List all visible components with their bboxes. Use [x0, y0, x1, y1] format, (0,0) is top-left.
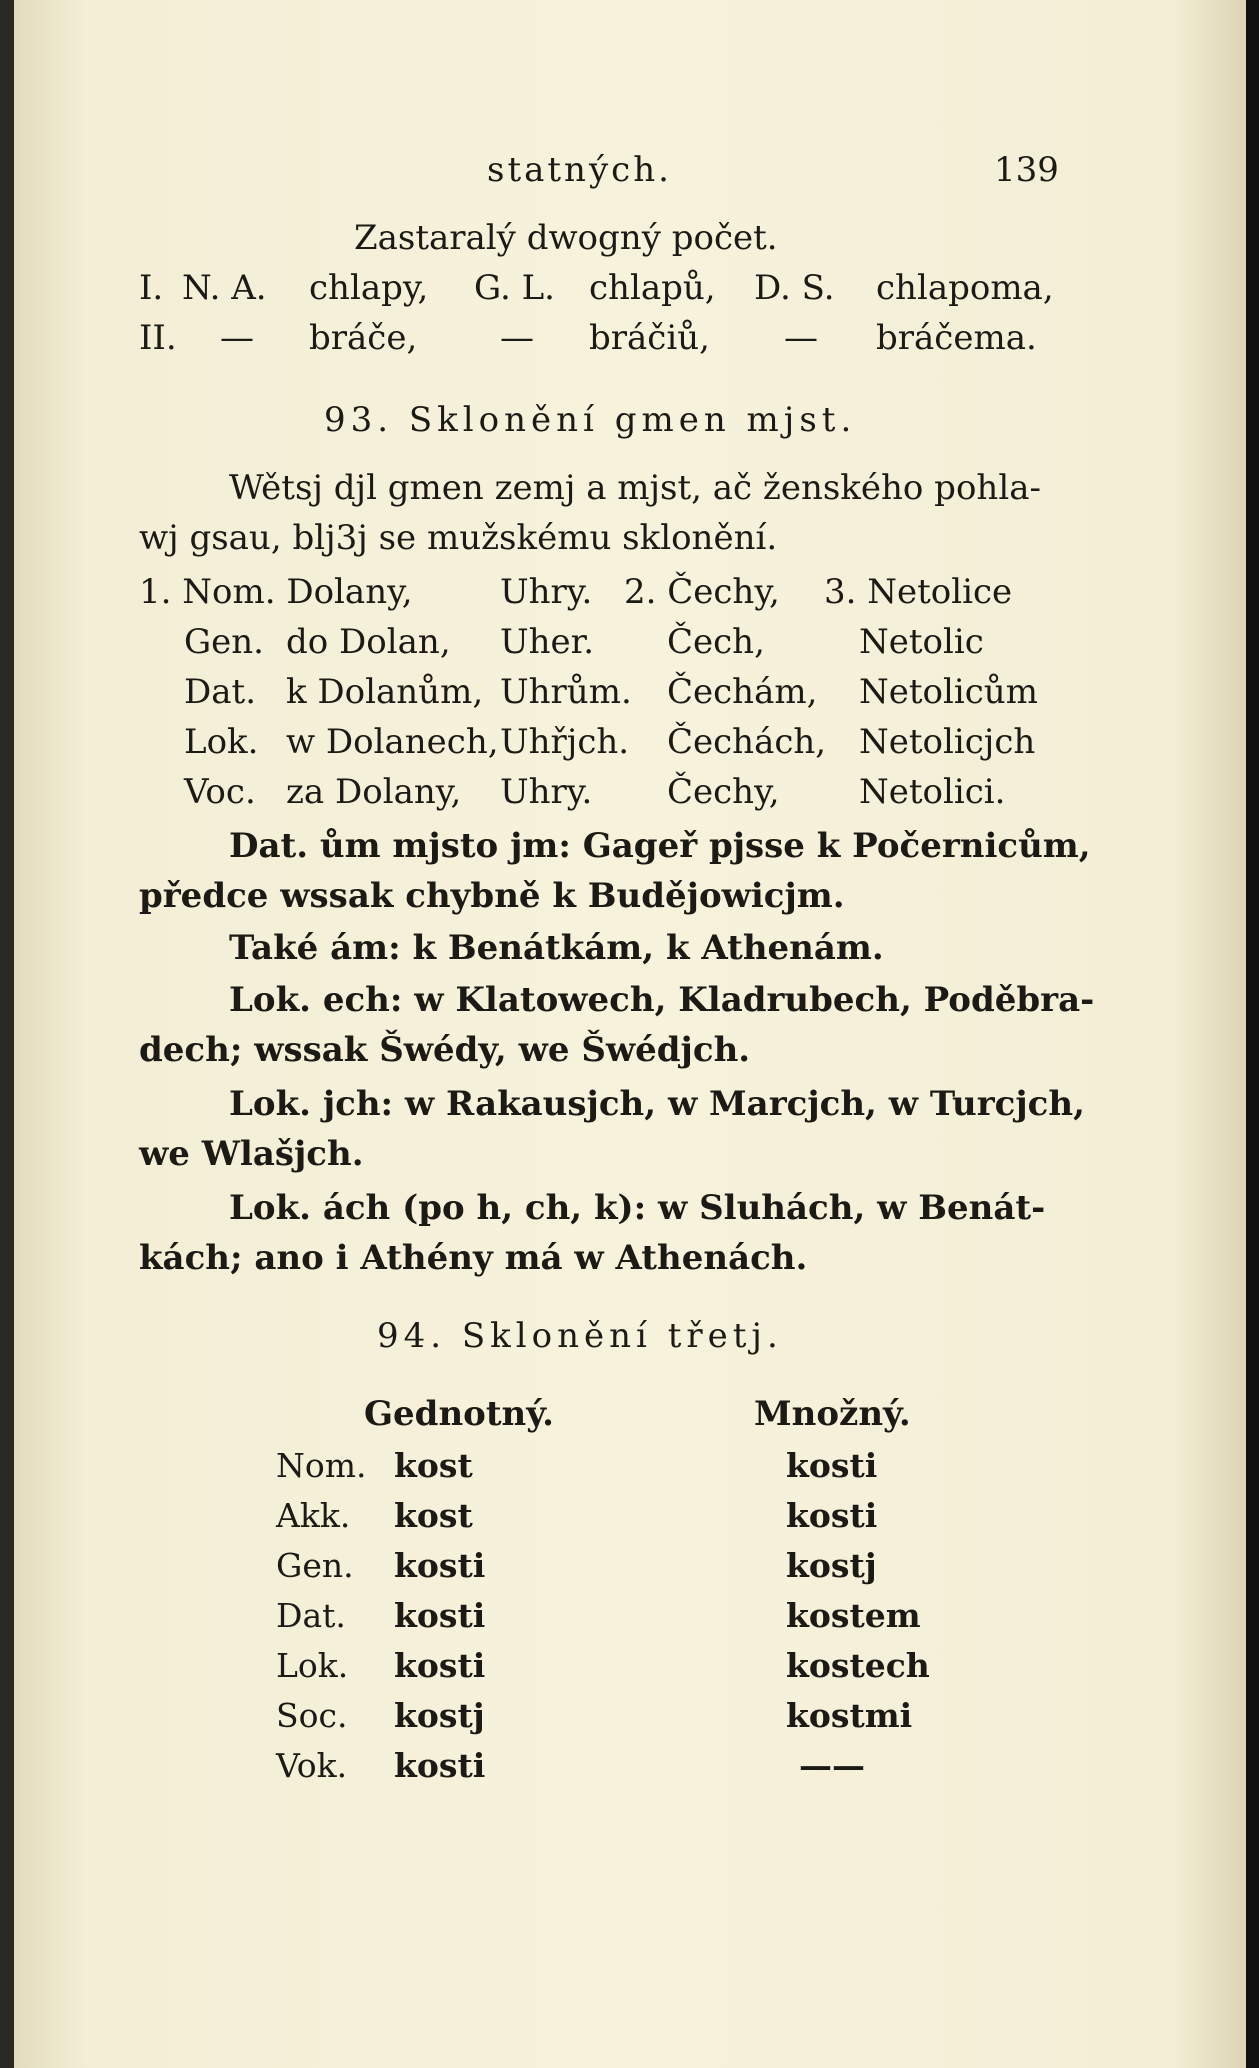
decl3-singular: kost [394, 1496, 473, 1535]
decl3-singular: kosti [394, 1596, 486, 1635]
note-lok3-line2: kách; ano i Athény má w Athenách. [139, 1238, 808, 1278]
note-take: Také ám: k Benátkám, k Athenám. [229, 928, 884, 968]
scan-left-edge [0, 0, 14, 2068]
decl-header-uhry: Uhry. [500, 572, 593, 612]
decl-row-dolany: do Dolan, [286, 622, 451, 662]
scan-right-edge [1246, 0, 1259, 2068]
decl3-plural: —— [799, 1746, 865, 1785]
decl3-case: Nom. [276, 1446, 367, 1485]
dual-title: Zastaralý dwogný počet. [354, 218, 778, 258]
dual-row1-form3: chlapoma, [876, 268, 1054, 308]
note-dat-line2: předce wssak chybně k Budějowicjm. [139, 876, 845, 916]
decl-row-netolice: Netolic [859, 622, 984, 662]
decl-row-case: Lok. [184, 722, 259, 762]
decl3-singular: kost [394, 1446, 473, 1485]
decl-row-dolany: k Dolanům, [286, 672, 484, 712]
decl-row-cechy: Čechám, [667, 672, 818, 712]
dual-row2-form3: bráčema. [876, 318, 1037, 358]
decl-row-netolice: Netolici. [859, 772, 1006, 812]
section93-para-line1: Wětsj djl gmen zemj a mjst, ač ženského pohla- [229, 468, 1041, 508]
note-lok1-line1: Lok. ech: w Klatowech, Kladrubech, Poděbra- [229, 980, 1095, 1020]
col-plural-header: Množný. [754, 1394, 911, 1434]
decl-row-dolany: w Dolanech, [286, 722, 499, 762]
note-lok2-line2: we Wlašjch. [139, 1134, 364, 1174]
decl-row-cechy: Čechy, [667, 772, 780, 812]
dual-row2-dash1: — [220, 318, 254, 358]
decl3-singular: kosti [394, 1746, 486, 1785]
decl-row-case: Gen. [184, 622, 264, 662]
decl3-plural: kostmi [786, 1696, 913, 1735]
dual-row2-dash3: — [784, 318, 818, 358]
decl-row-netolice: Netolicjch [859, 722, 1036, 762]
decl-row-uhry: Uhry. [500, 772, 593, 812]
decl3-case: Gen. [276, 1546, 354, 1585]
note-dat-line1: Dat. ům mjsto jm: Gageř pjsse k Počernicům, [229, 826, 1091, 866]
book-page [14, 0, 1246, 2068]
running-title: statných. [487, 150, 672, 190]
decl-row-dolany: za Dolany, [286, 772, 462, 812]
dual-row1-num: I. [139, 268, 164, 308]
decl3-case: Dat. [276, 1596, 346, 1635]
dual-row1-case2: G. L. [474, 268, 555, 308]
decl3-case: Akk. [276, 1496, 351, 1535]
dual-row1-case3: D. S. [754, 268, 835, 308]
decl3-singular: kosti [394, 1646, 486, 1685]
decl-row-uhry: Uher. [500, 622, 594, 662]
decl-header-cechy: 2. Čechy, [624, 572, 780, 612]
decl-row-cechy: Čech, [667, 622, 765, 662]
decl3-plural: kostj [786, 1546, 877, 1585]
section93-heading: 93. Sklonění gmen mjst. [324, 400, 857, 440]
section94-heading: 94. Sklonění třetj. [377, 1316, 783, 1356]
decl-header-netolice: 3. Netolice [824, 572, 1013, 612]
decl-row-netolice: Netolicům [859, 672, 1038, 712]
decl-row-uhry: Uhřjch. [500, 722, 630, 762]
dual-row2-num: II. [139, 318, 177, 358]
note-lok1-line2: dech; wssak Šwédy, we Šwédjch. [139, 1030, 751, 1070]
decl3-plural: kosti [786, 1446, 878, 1485]
decl-header-dolany: 1. Nom. Dolany, [139, 572, 413, 612]
dual-row1-case1: N. A. [182, 268, 267, 308]
note-lok3-line1: Lok. ách (po h, ch, k): w Sluhách, w Benát- [229, 1188, 1046, 1228]
dual-row1-form1: chlapy, [309, 268, 429, 308]
dual-row2-form2: bráčiů, [589, 318, 710, 358]
decl-row-uhry: Uhrům. [500, 672, 632, 712]
decl3-plural: kostem [786, 1596, 921, 1635]
decl-row-cechy: Čechách, [667, 722, 827, 762]
col-singular-header: Gednotný. [364, 1394, 554, 1434]
dual-row1-form2: chlapů, [589, 268, 716, 308]
decl-row-case: Dat. [184, 672, 257, 712]
section93-para-line2: wj gsau, blj3j se mužskému sklonění. [139, 518, 778, 558]
decl3-plural: kostech [786, 1646, 930, 1685]
decl3-case: Vok. [276, 1746, 348, 1785]
decl3-plural: kosti [786, 1496, 878, 1535]
decl3-case: Soc. [276, 1696, 348, 1735]
decl-row-case: Voc. [184, 772, 256, 812]
decl3-singular: kosti [394, 1546, 486, 1585]
dual-row2-dash2: — [500, 318, 534, 358]
dual-row2-form1: bráče, [309, 318, 418, 358]
decl3-case: Lok. [276, 1646, 349, 1685]
page-number: 139 [994, 150, 1059, 190]
decl3-singular: kostj [394, 1696, 485, 1735]
note-lok2-line1: Lok. jch: w Rakausjch, w Marcjch, w Turcjch, [229, 1084, 1085, 1124]
